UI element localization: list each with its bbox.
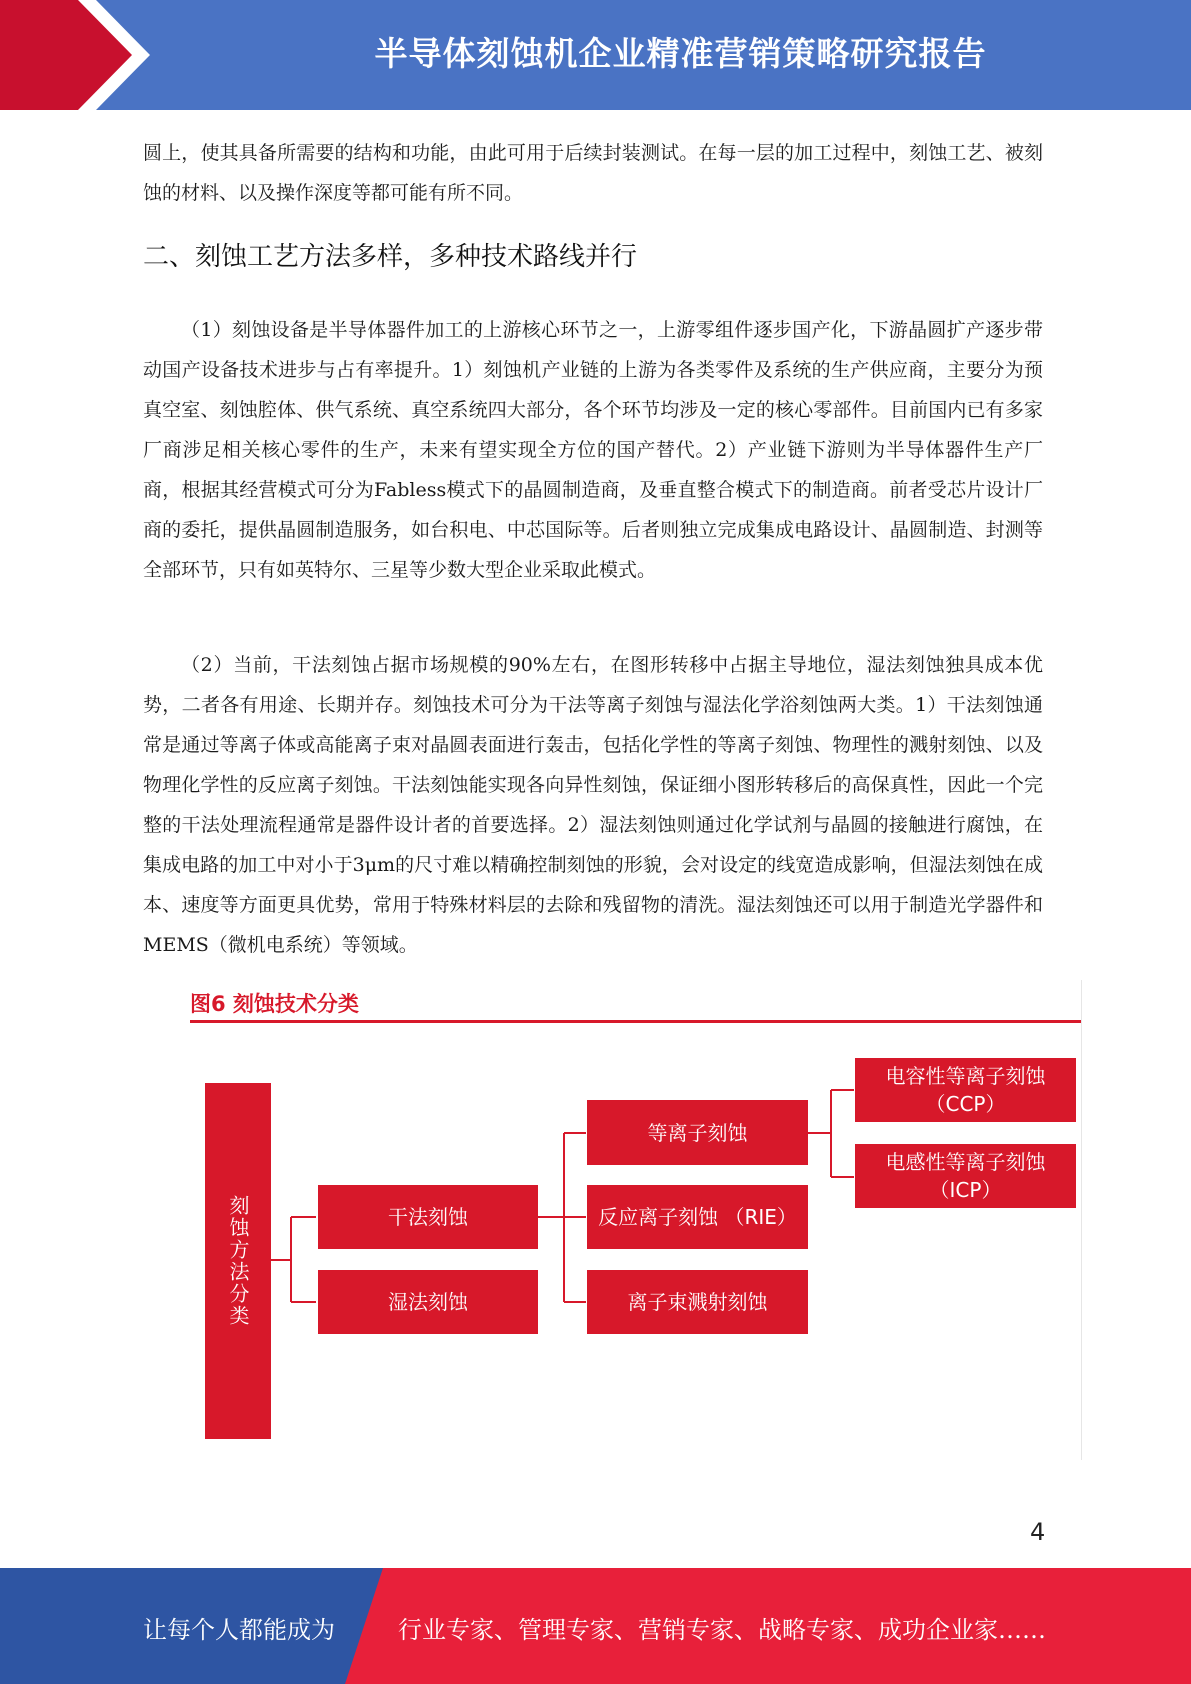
root-node: 刻蚀方法分类 [205,1083,271,1439]
intro-paragraph: 圆上，使其具备所需要的结构和功能，由此可用于后续封装测试。在每一层的加工过程中，刻蚀工艺、被刻蚀的材料、以及操作深度等都可能有所不同。 [143,142,1043,204]
page-footer [0,1568,1191,1684]
paragraph-1: （1）刻蚀设备是半导体器件加工的上游核心环节之一，上游零组件逐步国产化，下游晶圆扩产逐步带动国产设备技术进步与占有率提升。1）刻蚀机产业链的上游为各类零件及系统的生产供应商，主要分为预真空室、刻蚀腔体、供气系统、真空系统四大部分，各个环节均涉及一定的核心零部件。目前国内已有多家厂商涉足相关核心零件的生产，未来有望实现全方位的国产替代。2）产业链下游则为半导体器件生产厂商，根据其经营模式可分为Fabless模式下的晶圆制造商，及垂直整合模式下的制造商。前者受芯片设计厂商的委托，提供晶圆制造服务，如台积电、中芯国际等。后者则独立完成集成电路设计、晶圆制造、封测等全部环节，只有如英特尔、三星等少数大型企业采取此模式。 [143,319,1043,581]
node-icp: 电感性等离子刻蚀 （ICP） [855,1144,1076,1208]
report-title: 半导体刻蚀机企业精准营销策略研究报告 [374,34,987,73]
etching-classification-figure [186,980,1082,1470]
figure-title: 图6 刻蚀技术分类 [190,992,359,1016]
node-plasma-etching: 等离子刻蚀 [587,1100,808,1165]
footer-slogan-left: 让每个人都能成为 [143,1616,335,1644]
page-header [0,0,1191,110]
node-rie: 反应离子刻蚀 （RIE） [587,1185,808,1249]
footer-slogan-right: 行业专家、管理专家、营销专家、战略专家、成功企业家…… [398,1616,1046,1644]
section-heading: 二、刻蚀工艺方法多样，多种技术路线并行 [143,242,638,272]
node-dry-etching: 干法刻蚀 [318,1185,538,1249]
page-number: 4 [1030,1518,1046,1546]
paragraph-2: （2）当前，干法刻蚀占据市场规模的90%左右，在图形转移中占据主导地位，湿法刻蚀独具成本优势，二者各有用途、长期并存。刻蚀技术可分为干法等离子刻蚀与湿法化学浴刻蚀两大类。1）干法刻蚀通常是通过等离子体或高能离子束对晶圆表面进行轰击，包括化学性的等离子刻蚀、物理性的溅射刻蚀、以及物理化学性的反应离子刻蚀。干法刻蚀能实现各向异性刻蚀，保证细小图形转移后的高保真性，因此一个完整的干法处理流程通常是器件设计者的首要选择。2）湿法刻蚀则通过化学试剂与晶圆的接触进行腐蚀，在集成电路的加工中对小于3μm的尺寸难以精确控制刻蚀的形貌，会对设定的线宽造成影响，但湿法刻蚀在成本、速度等方面更具优势，常用于特殊材料层的去除和残留物的清洗。湿法刻蚀还可以用于制造光学器件和MEMS（微机电系统）等领域。 [143,654,1043,956]
node-ion-beam-etching: 离子束溅射刻蚀 [587,1270,808,1334]
header-arrow-icon [0,0,160,110]
node-ccp: 电容性等离子刻蚀 （CCP） [855,1058,1076,1122]
node-wet-etching: 湿法刻蚀 [318,1270,538,1334]
